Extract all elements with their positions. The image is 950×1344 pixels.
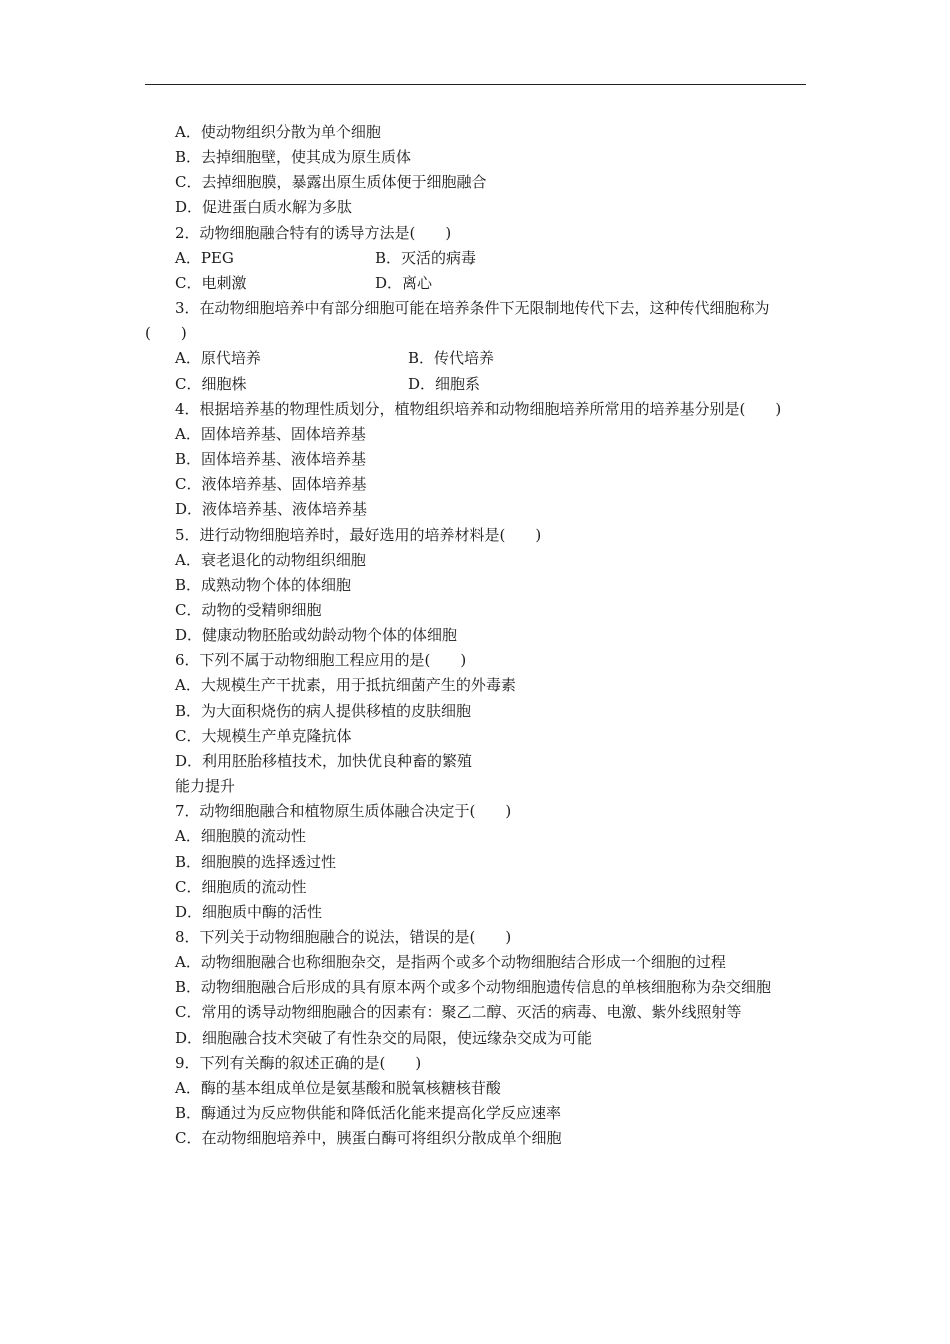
- q9-option-c: C．在动物细胞培养中，胰蛋白酶可将组织分散成单个细胞: [175, 1129, 562, 1148]
- q8-option-c: C．常用的诱导动物细胞融合的因素有：聚乙二醇、灭活的病毒、电激、紫外线照射等: [175, 1003, 742, 1022]
- q3-option-a: A．原代培养: [175, 349, 261, 368]
- document-body: [145, 120, 806, 1151]
- q5-option-a: A．衰老退化的动物组织细胞: [175, 550, 366, 569]
- q3-option-c: C．细胞株: [175, 374, 247, 393]
- q3-stem: 3．在动物细胞培养中有部分细胞可能在培养条件下无限制地传代下去，这种传代细胞称为( ): [145, 299, 770, 343]
- q7-option-a: A．细胞膜的流动性: [175, 827, 306, 846]
- q3-options-row-2: [145, 372, 806, 397]
- q5-stem: 5．进行动物细胞培养时，最好选用的培养材料是( ): [175, 525, 542, 544]
- q2-options-row-2: [145, 271, 806, 296]
- q1-option-c: C．去掉细胞膜，暴露出原生质体便于细胞融合: [175, 173, 487, 192]
- q3-option-d: D．细胞系: [408, 374, 481, 393]
- q8-option-b: B．动物细胞融合后形成的具有原本两个或多个动物细胞遗传信息的单核细胞称为杂交细胞: [175, 978, 772, 997]
- q4-option-b: B．固体培养基、液体培养基: [175, 450, 367, 469]
- q6-option-c: C．大规模生产单克隆抗体: [175, 726, 352, 745]
- q2-option-b: B．灭活的病毒: [375, 248, 477, 267]
- q4-stem: 4．根据培养基的物理性质划分，植物组织培养和动物细胞培养所常用的培养基分别是( ): [175, 399, 782, 418]
- q3-options-row-1: [145, 346, 806, 371]
- q7-option-b: B．细胞膜的选择透过性: [175, 852, 337, 871]
- q8-option-a: A．动物细胞融合也称细胞杂交，是指两个或多个动物细胞结合形成一个细胞的过程: [175, 953, 726, 972]
- q9-option-a: A．酶的基本组成单位是氨基酸和脱氧核糖核苷酸: [175, 1078, 501, 1097]
- q8-option-d: D．细胞融合技术突破了有性杂交的局限，使远缘杂交成为可能: [175, 1028, 593, 1047]
- q4-option-a: A．固体培养基、固体培养基: [175, 424, 366, 443]
- q2-option-c: C．电刺激: [175, 273, 247, 292]
- q8-stem: 8．下列关于动物细胞融合的说法，错误的是( ): [175, 928, 512, 946]
- q2-option-d: D．离心: [375, 273, 433, 292]
- q7-option-d: D．细胞质中酶的活性: [175, 902, 323, 921]
- q6-stem: 6．下列不属于动物细胞工程应用的是( ): [175, 651, 467, 670]
- q1-option-d: D．促进蛋白质水解为多肽: [175, 198, 353, 217]
- q7-stem: 7．动物细胞融合和植物原生质体融合决定于( ): [175, 802, 512, 821]
- q6-option-a: A．大规模生产干扰素，用于抵抗细菌产生的外毒素: [175, 676, 516, 695]
- q3-option-b: B．传代培养: [408, 349, 495, 368]
- q6-option-b: B．为大面积烧伤的病人提供移植的皮肤细胞: [175, 701, 472, 720]
- q2-stem: 2．动物细胞融合特有的诱导方法是( ): [175, 223, 452, 242]
- q4-option-d: D．液体培养基、液体培养基: [175, 500, 368, 519]
- q9-option-b: B．酶通过为反应物供能和降低活化能来提高化学反应速率: [175, 1104, 562, 1123]
- q2-options-row-1: [145, 246, 806, 271]
- q9-stem: 9．下列有关酶的叙述正确的是( ): [175, 1053, 422, 1072]
- section-heading-ability: 能力提升: [175, 777, 236, 796]
- q6-option-d: D．利用胚胎移植技术，加快优良种畜的繁殖: [175, 751, 473, 770]
- q4-option-c: C．液体培养基、固体培养基: [175, 475, 367, 494]
- q5-option-b: B．成熟动物个体的体细胞: [175, 575, 352, 594]
- q5-option-c: C．动物的受精卵细胞: [175, 600, 322, 619]
- q1-option-b: B．去掉细胞壁，使其成为原生质体: [175, 148, 412, 167]
- q5-option-d: D．健康动物胚胎或幼龄动物个体的体细胞: [175, 626, 458, 645]
- header-rule: [145, 84, 806, 85]
- q2-option-a: A．PEG: [175, 248, 234, 267]
- q1-option-a: A．使动物组织分散为单个细胞: [175, 123, 381, 141]
- q7-option-c: C．细胞质的流动性: [175, 877, 307, 896]
